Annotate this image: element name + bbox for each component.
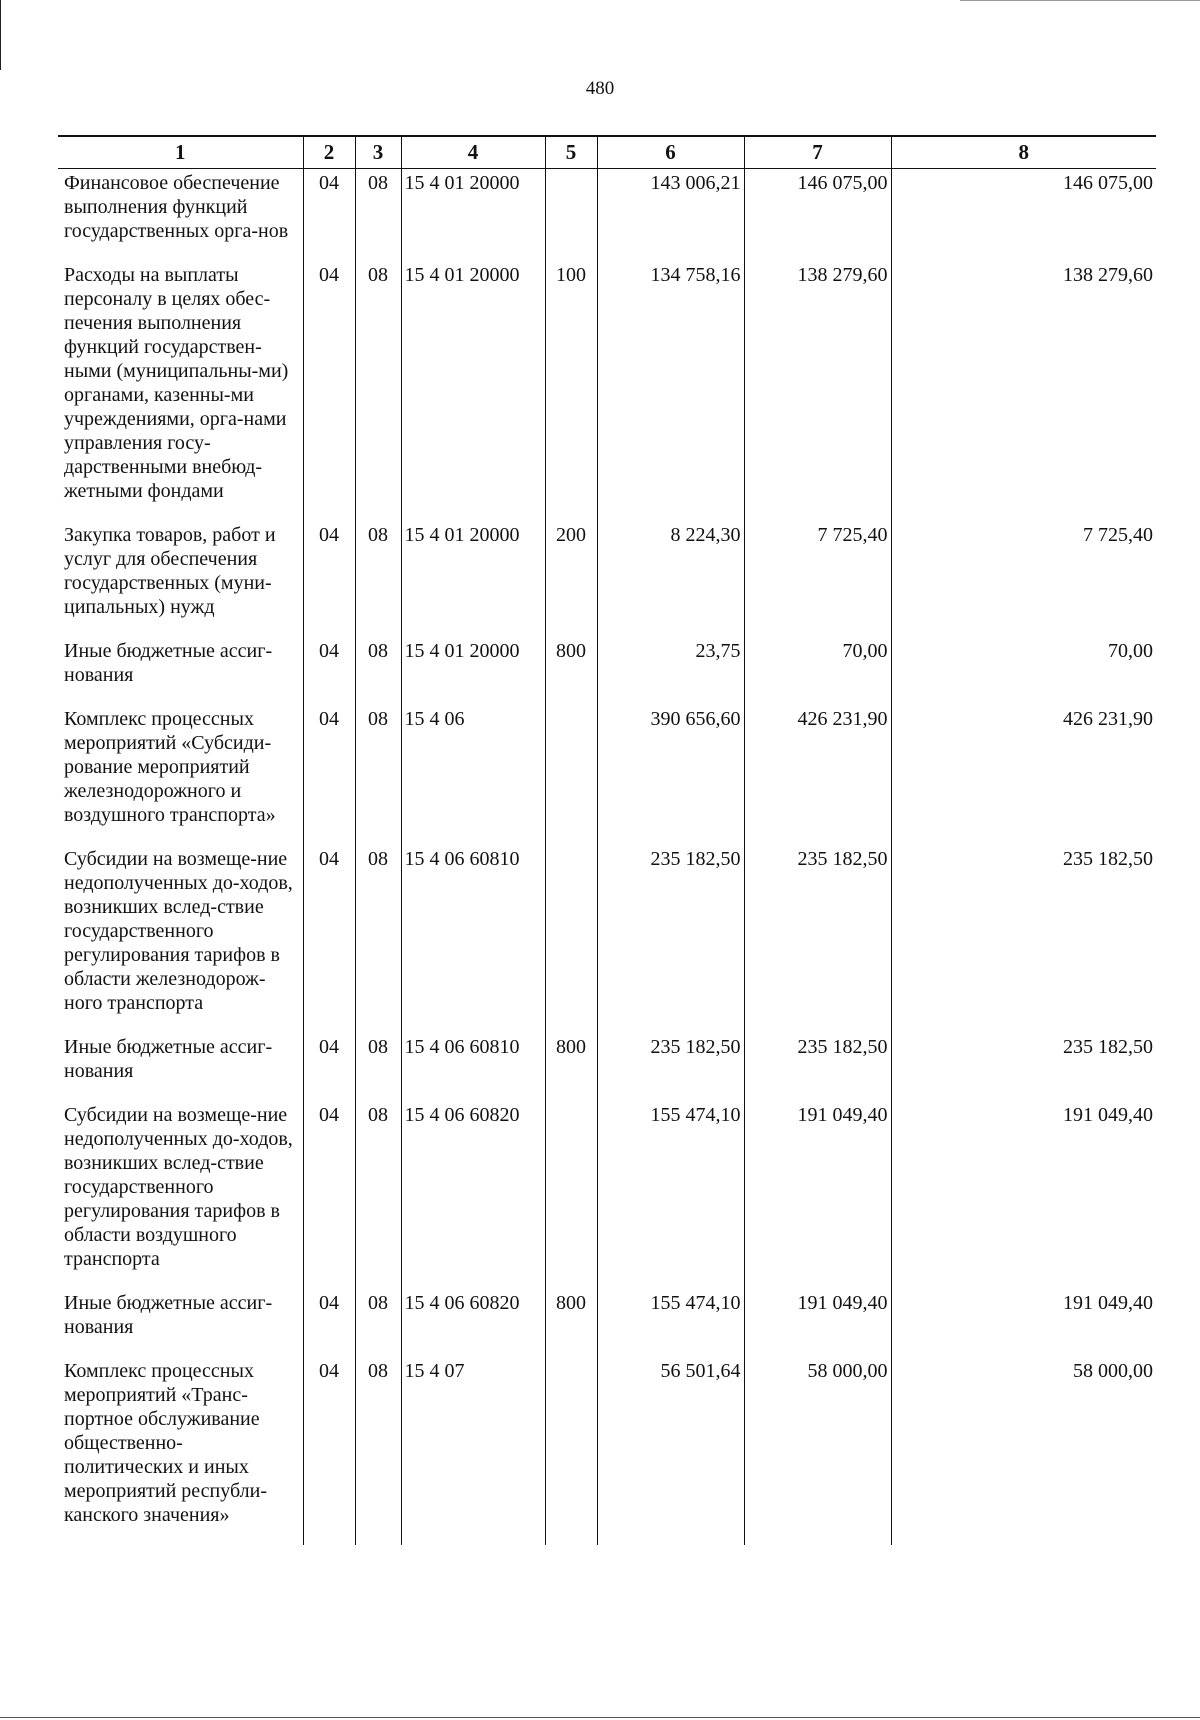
amount-col8: 7 725,40	[891, 521, 1156, 637]
amount-col6: 235 182,50	[597, 1033, 744, 1101]
amount-col6: 235 182,50	[597, 845, 744, 1033]
amount-col7: 235 182,50	[744, 1033, 891, 1101]
scan-top-mark	[960, 0, 1200, 1]
item-name: Иные бюджетные ассиг-нования	[64, 1036, 273, 1082]
section-code: 04	[303, 169, 355, 262]
target-article-code: 15 4 06	[401, 705, 545, 845]
section-code: 04	[303, 261, 355, 521]
table-row	[58, 1033, 1156, 1101]
amount-col7: 7 725,40	[744, 521, 891, 637]
target-article-code: 15 4 07	[401, 1357, 545, 1545]
amount-col6: 56 501,64	[597, 1357, 744, 1545]
subsection-code: 08	[355, 261, 401, 521]
expense-type-code	[545, 1101, 597, 1289]
amount-col8: 58 000,00	[891, 1357, 1156, 1545]
table-row	[58, 845, 1156, 1033]
amount-col6: 155 474,10	[597, 1101, 744, 1289]
amount-col8: 426 231,90	[891, 705, 1156, 845]
section-code: 04	[303, 1289, 355, 1357]
section-code: 04	[303, 521, 355, 637]
section-code: 04	[303, 705, 355, 845]
header-cell: 5	[545, 136, 597, 169]
expense-type-code: 800	[545, 1289, 597, 1357]
section-code: 04	[303, 1357, 355, 1545]
page-number: 480	[585, 78, 615, 99]
amount-col6: 143 006,21	[597, 169, 744, 262]
expense-type-code: 800	[545, 1033, 597, 1101]
item-name: Финансовое обеспечение выполнения функций государственных орга-нов	[64, 172, 289, 242]
table-row	[58, 705, 1156, 845]
subsection-code: 08	[355, 169, 401, 262]
amount-col6: 8 224,30	[597, 521, 744, 637]
item-name: Комплекс процессных мероприятий «Транс-портное обслуживание общественно-политических и иных мероприятий республи-канского значения»	[64, 1360, 267, 1526]
header-cell: 2	[303, 136, 355, 169]
subsection-code: 08	[355, 637, 401, 705]
header-cell: 7	[744, 136, 891, 169]
table-row	[58, 1101, 1156, 1289]
target-article-code: 15 4 06 60820	[401, 1101, 545, 1289]
expense-type-code	[545, 1357, 597, 1545]
amount-col8: 191 049,40	[891, 1289, 1156, 1357]
amount-col6: 134 758,16	[597, 261, 744, 521]
target-article-code: 15 4 06 60820	[401, 1289, 545, 1357]
section-code: 04	[303, 1033, 355, 1101]
target-article-code: 15 4 01 20000	[401, 637, 545, 705]
expense-type-code: 800	[545, 637, 597, 705]
item-name: Закупка товаров, работ и услуг для обеспечения государственных (муни-ципальных) нужд	[64, 524, 276, 618]
section-code: 04	[303, 845, 355, 1033]
table-row	[58, 261, 1156, 521]
section-code: 04	[303, 637, 355, 705]
budget-table	[58, 135, 1156, 1545]
amount-col8: 70,00	[891, 637, 1156, 705]
header-cell: 6	[597, 136, 744, 169]
table-row	[58, 169, 1156, 262]
section-code: 04	[303, 1101, 355, 1289]
scan-edge-mark	[0, 0, 1, 70]
header-cell: 1	[58, 136, 303, 169]
table-row	[58, 1289, 1156, 1357]
target-article-code: 15 4 06 60810	[401, 1033, 545, 1101]
amount-col8: 138 279,60	[891, 261, 1156, 521]
expense-type-code	[545, 169, 597, 262]
amount-col7: 426 231,90	[744, 705, 891, 845]
table-row	[58, 1357, 1156, 1545]
expense-type-code	[545, 845, 597, 1033]
subsection-code: 08	[355, 1033, 401, 1101]
scan-bottom-mark	[0, 1717, 1200, 1718]
subsection-code: 08	[355, 1289, 401, 1357]
target-article-code: 15 4 01 20000	[401, 261, 545, 521]
expense-type-code	[545, 705, 597, 845]
item-name: Субсидии на возмеще-ние недополученных до-ходов, возникших вслед-ствие государственного регулирования тарифов в области воздушного транспорта	[64, 1104, 293, 1270]
item-name: Комплекс процессных мероприятий «Субсиди-рование мероприятий железнодорожного и воздушного транспорта»	[64, 708, 276, 826]
amount-col7: 58 000,00	[744, 1357, 891, 1545]
amount-col7: 138 279,60	[744, 261, 891, 521]
target-article-code: 15 4 06 60810	[401, 845, 545, 1033]
expense-type-code: 200	[545, 521, 597, 637]
header-row	[58, 136, 1156, 169]
target-article-code: 15 4 01 20000	[401, 521, 545, 637]
amount-col7: 146 075,00	[744, 169, 891, 262]
amount-col6: 155 474,10	[597, 1289, 744, 1357]
table-row	[58, 521, 1156, 637]
amount-col7: 191 049,40	[744, 1289, 891, 1357]
subsection-code: 08	[355, 1357, 401, 1545]
amount-col7: 235 182,50	[744, 845, 891, 1033]
header-cell: 4	[401, 136, 545, 169]
table-row	[58, 637, 1156, 705]
amount-col7: 70,00	[744, 637, 891, 705]
amount-col8: 235 182,50	[891, 845, 1156, 1033]
subsection-code: 08	[355, 521, 401, 637]
subsection-code: 08	[355, 705, 401, 845]
item-name: Иные бюджетные ассиг-нования	[64, 640, 273, 686]
amount-col8: 191 049,40	[891, 1101, 1156, 1289]
item-name: Расходы на выплаты персоналу в целях обес-печения выполнения функций государствен-ными (муниципальны-ми) органами, казенны-ми учреждениями, орга-нами управления госу-дарственными внебюд-жетными фондами	[64, 264, 289, 502]
header-cell: 8	[891, 136, 1156, 169]
subsection-code: 08	[355, 1101, 401, 1289]
item-name: Иные бюджетные ассиг-нования	[64, 1292, 273, 1338]
amount-col8: 235 182,50	[891, 1033, 1156, 1101]
amount-col6: 390 656,60	[597, 705, 744, 845]
amount-col8: 146 075,00	[891, 169, 1156, 262]
amount-col7: 191 049,40	[744, 1101, 891, 1289]
subsection-code: 08	[355, 845, 401, 1033]
expense-type-code: 100	[545, 261, 597, 521]
amount-col6: 23,75	[597, 637, 744, 705]
item-name: Субсидии на возмеще-ние недополученных до-ходов, возникших вслед-ствие государственного регулирования тарифов в области железнодорож-ного транспорта	[64, 848, 293, 1014]
header-cell: 3	[355, 136, 401, 169]
target-article-code: 15 4 01 20000	[401, 169, 545, 262]
